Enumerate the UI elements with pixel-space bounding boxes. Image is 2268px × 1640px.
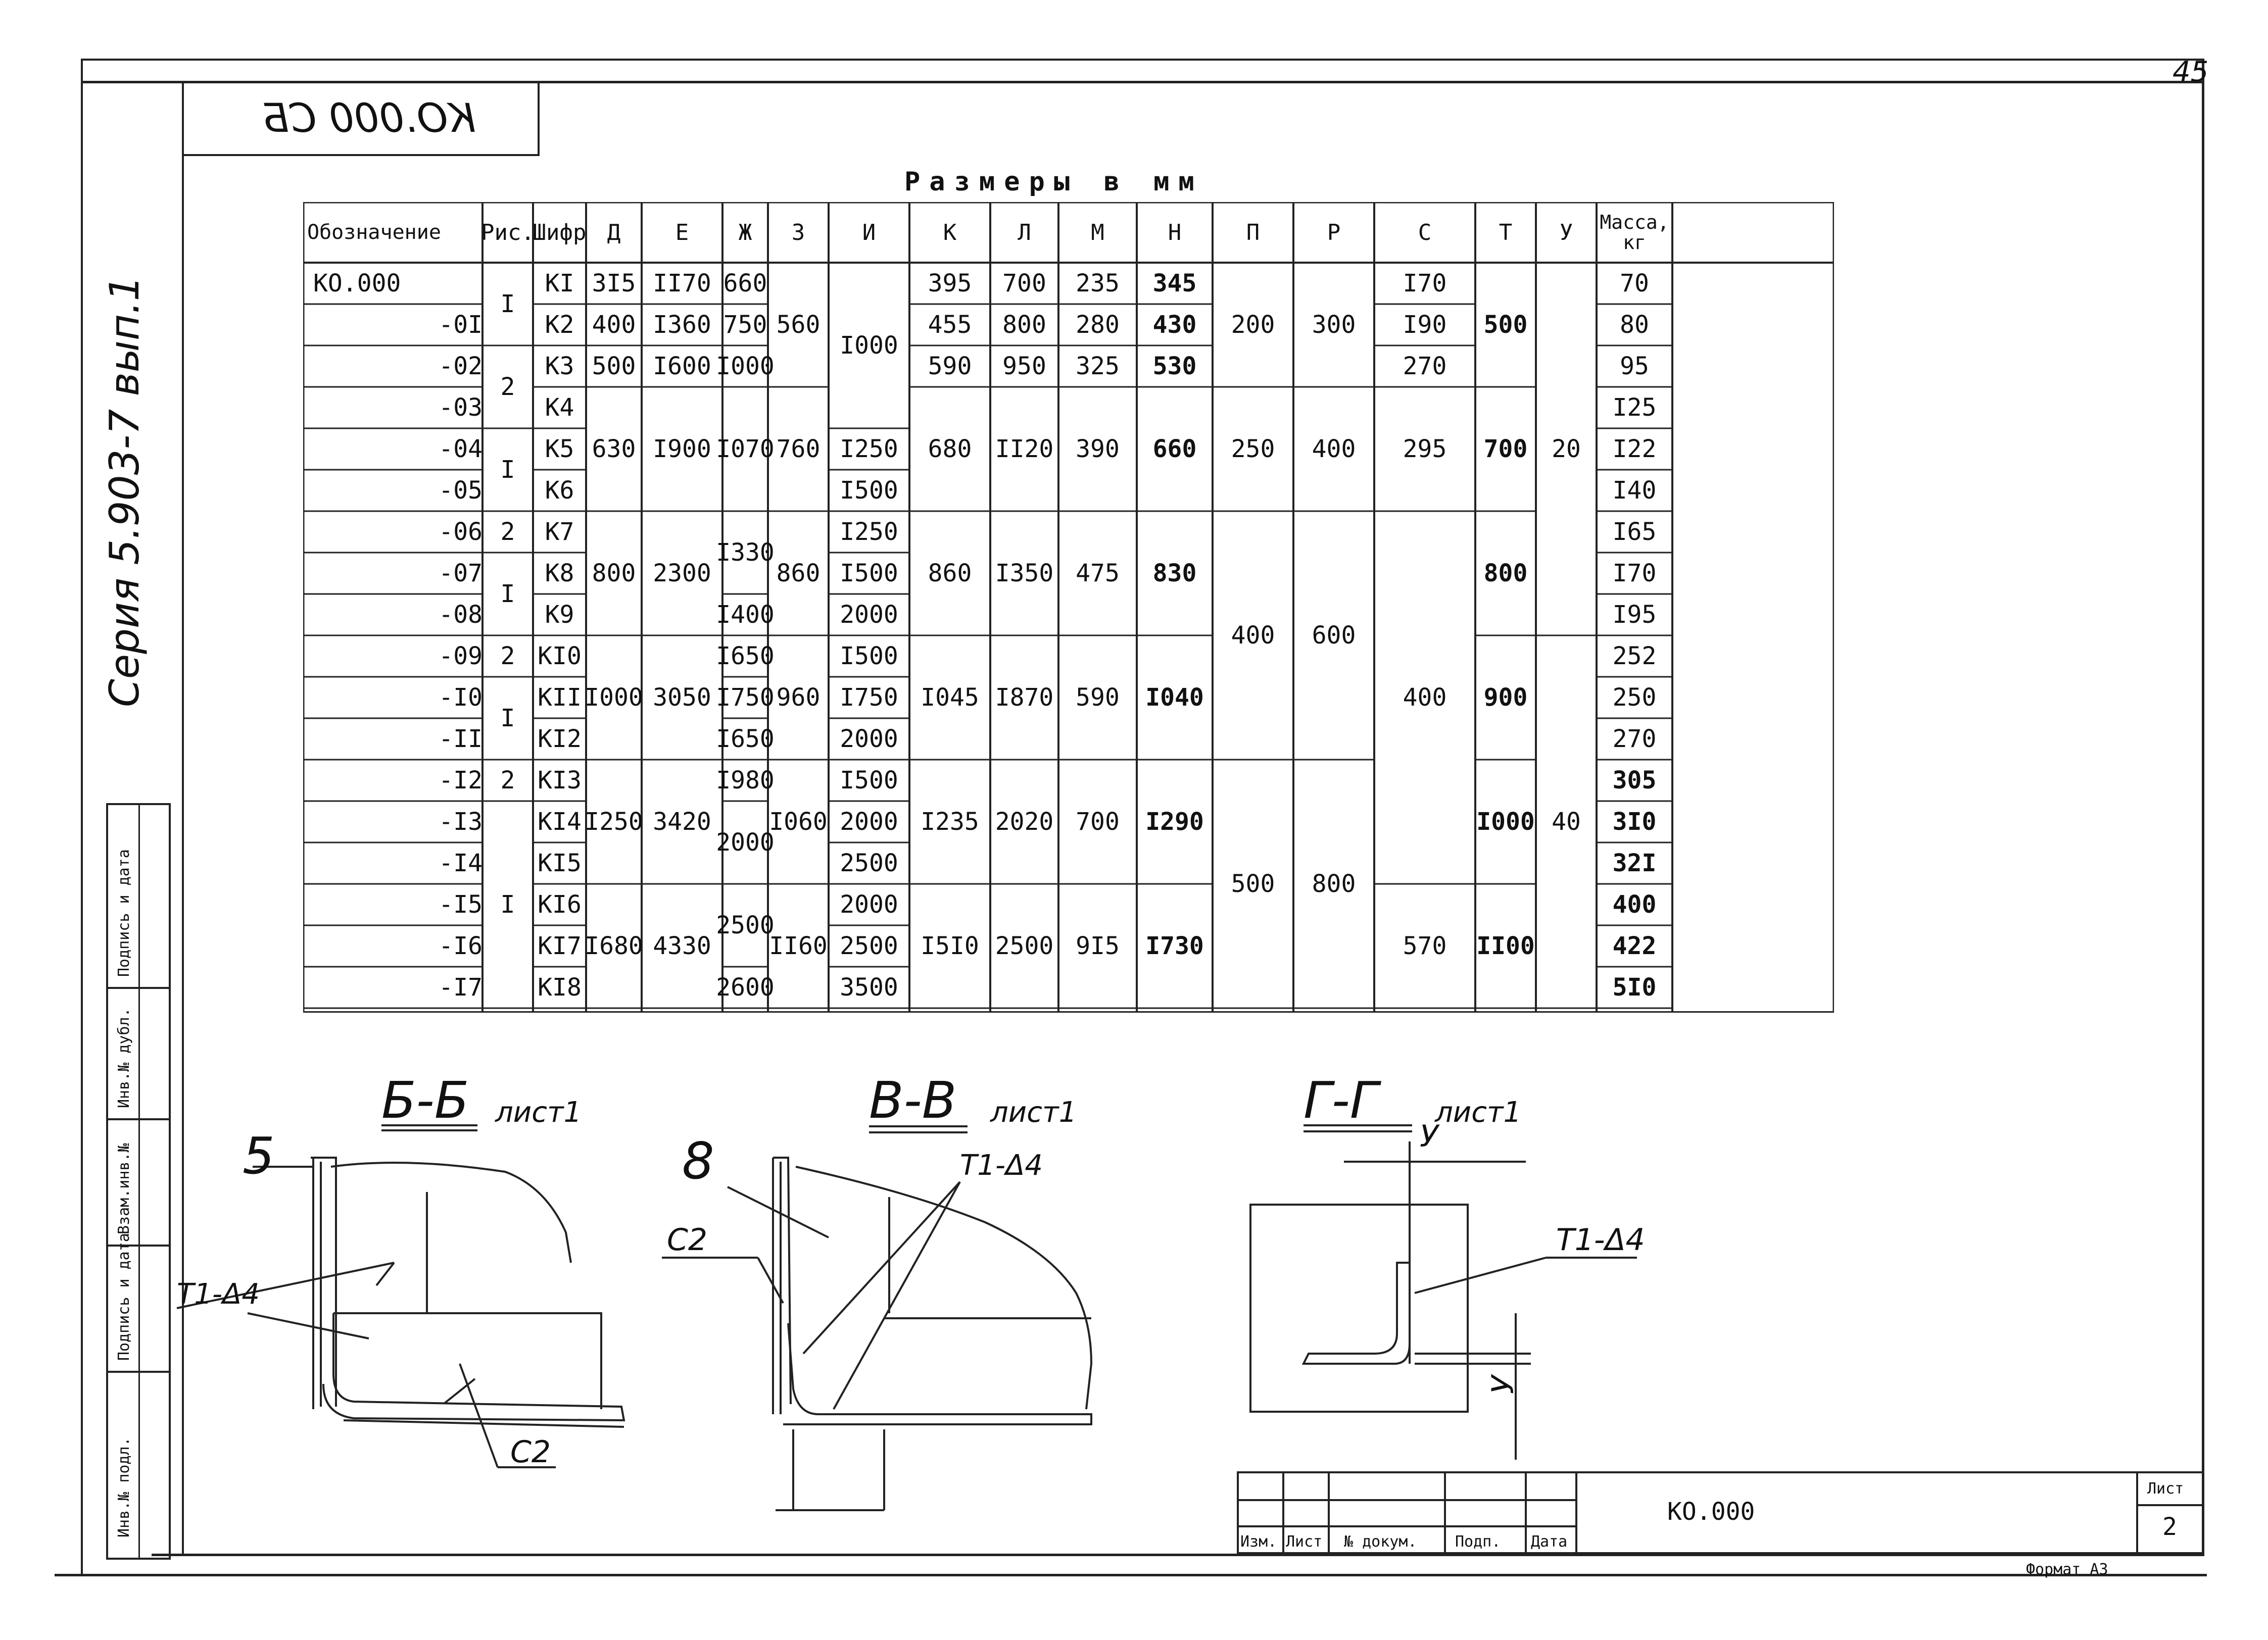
section-gg-weld: Т1-Δ4	[1556, 1222, 1645, 1258]
column-header: Д	[607, 219, 621, 245]
value-cell-m: 325	[1076, 352, 1120, 380]
value-cell-n: 530	[1152, 352, 1197, 380]
value-cell-e: I600	[653, 352, 711, 380]
tb-sheet-no: 2	[2162, 1513, 2177, 1541]
column-header: Обозначение	[307, 221, 441, 244]
value-cell-e: 3050	[653, 683, 711, 712]
designation-cell: -0I	[439, 311, 482, 339]
mass-cell: 32I	[1612, 849, 1657, 877]
value-cell-n: 830	[1152, 559, 1197, 587]
mass-cell: 5I0	[1612, 973, 1657, 1002]
code-cell: К2	[545, 311, 574, 339]
section-gg-dim-top: У	[1420, 1119, 1438, 1154]
column-header: Т	[1499, 219, 1513, 245]
tb-label-date: Дата	[1531, 1533, 1568, 1551]
section-vv-pos: 8	[682, 1131, 714, 1190]
value-cell-t: 800	[1483, 559, 1528, 587]
designation-cell: -07	[439, 559, 482, 587]
section-bb-weld: Т1-Δ4	[177, 1278, 260, 1311]
code-cell: КI4	[538, 808, 582, 836]
value-cell-i: 2000	[840, 808, 898, 836]
tb-label-doc: № докум.	[1344, 1533, 1417, 1551]
designation-cell: -I2	[439, 766, 482, 794]
code-cell: КII	[538, 683, 582, 712]
value-cell-i: I250	[840, 435, 898, 463]
value-cell-r: 600	[1312, 621, 1356, 650]
designation-cell: -02	[439, 352, 482, 380]
value-cell-zh: I000	[716, 352, 775, 380]
value-cell-t: I000	[1476, 808, 1535, 836]
section-vv-sheet: лист1	[990, 1096, 1077, 1129]
column-header: Шифр	[533, 219, 587, 245]
value-cell-d: 3I5	[592, 269, 636, 297]
value-cell-e: 2300	[653, 559, 711, 587]
code-cell: К7	[545, 518, 574, 546]
code-cell: КI8	[538, 973, 582, 1002]
tb-code: КО.000	[1667, 1498, 1755, 1526]
designation-cell: -06	[439, 518, 482, 546]
mass-cell: 95	[1620, 352, 1649, 380]
section-vv-weld: Т1-Δ4	[960, 1149, 1043, 1182]
stamp-vzam-inv: Взам.инв.№	[115, 1143, 133, 1234]
mass-cell: I40	[1612, 476, 1657, 505]
value-cell-t: 500	[1483, 311, 1528, 339]
value-cell-z: 960	[776, 683, 821, 712]
value-cell-zh: I070	[716, 435, 775, 463]
section-bb-title: Б-Б	[381, 1071, 469, 1130]
value-cell-e: 3420	[653, 808, 711, 836]
value-cell-r: 400	[1312, 435, 1356, 463]
value-cell-s: 570	[1403, 932, 1447, 960]
value-cell-z: 860	[776, 559, 821, 587]
value-cell-i: I000	[840, 331, 898, 360]
code-cell: КI5	[538, 849, 582, 877]
section-bb-pos: 5	[243, 1126, 275, 1185]
value-cell-zh: I750	[716, 683, 775, 712]
value-cell-e: I900	[653, 435, 711, 463]
value-cell-u: 40	[1552, 808, 1581, 836]
mass-cell: 250	[1612, 683, 1657, 712]
value-cell-l: 2500	[995, 932, 1054, 960]
value-cell-m: 475	[1076, 559, 1120, 587]
left-border-line	[81, 59, 83, 1574]
designation-cell: -03	[439, 393, 482, 422]
value-cell-m: 590	[1076, 683, 1120, 712]
dimensions-table	[303, 202, 1834, 1013]
top-border-line	[81, 59, 2203, 61]
value-cell-zh: I650	[716, 642, 775, 670]
side-stamp	[106, 803, 171, 1560]
mass-cell: 422	[1612, 932, 1657, 960]
column-header: С	[1418, 219, 1432, 245]
column-header: Ж	[738, 219, 752, 245]
value-cell-n: I730	[1145, 932, 1204, 960]
value-cell-i: I500	[840, 642, 898, 670]
value-cell-n: I040	[1145, 683, 1204, 712]
value-cell-ris: 2	[500, 373, 515, 401]
mass-cell: I25	[1612, 393, 1657, 422]
column-header: Н	[1168, 219, 1182, 245]
value-cell-i: 2000	[840, 890, 898, 919]
value-cell-l: II20	[995, 435, 1054, 463]
value-cell-z: II60	[769, 932, 828, 960]
designation-cell: -I0	[439, 683, 482, 712]
value-cell-l: I870	[995, 683, 1054, 712]
value-cell-p: 250	[1231, 435, 1275, 463]
value-cell-i: 2000	[840, 725, 898, 753]
value-cell-zh: 660	[723, 269, 767, 297]
value-cell-s: I90	[1403, 311, 1447, 339]
mass-cell: 70	[1620, 269, 1649, 297]
value-cell-r: 800	[1312, 870, 1356, 898]
section-gg-dim-side: У	[1485, 1375, 1521, 1394]
value-cell-z: 560	[776, 311, 821, 339]
code-cell: К3	[545, 352, 574, 380]
value-cell-n: 345	[1152, 269, 1197, 297]
value-cell-zh: I400	[716, 601, 775, 629]
value-cell-m: 280	[1076, 311, 1120, 339]
mass-cell: I65	[1612, 518, 1657, 546]
value-cell-k: I045	[921, 683, 979, 712]
mass-cell: 270	[1612, 725, 1657, 753]
column-header: К	[943, 219, 957, 245]
mass-cell: 3I0	[1612, 808, 1657, 836]
mass-cell: 252	[1612, 642, 1657, 670]
code-cell: К5	[545, 435, 574, 463]
value-cell-zh: 2500	[716, 911, 775, 939]
value-cell-p: 200	[1231, 311, 1275, 339]
value-cell-s: 295	[1403, 435, 1447, 463]
column-header: Р	[1327, 219, 1341, 245]
value-cell-l: 700	[1002, 269, 1046, 297]
value-cell-p: 400	[1231, 621, 1275, 650]
value-cell-d: I000	[585, 683, 643, 712]
section-bb-sheet: лист1	[495, 1096, 582, 1129]
value-cell-t: 700	[1483, 435, 1528, 463]
sheet-corner-number: 45	[2173, 56, 2209, 88]
value-cell-t: 900	[1483, 683, 1528, 712]
value-cell-l: 950	[1002, 352, 1046, 380]
code-cell: КI2	[538, 725, 582, 753]
value-cell-zh: 750	[723, 311, 767, 339]
value-cell-k: 860	[928, 559, 972, 587]
code-cell: КI7	[538, 932, 582, 960]
column-header: П	[1246, 219, 1260, 245]
value-cell-ris: 2	[500, 766, 515, 794]
value-cell-zh: I330	[716, 538, 775, 567]
code-cell: К6	[545, 476, 574, 505]
value-cell-zh: 2000	[716, 828, 775, 857]
column-header: Рис.	[481, 219, 535, 245]
value-cell-i: I250	[840, 518, 898, 546]
code-cell: КI	[545, 269, 574, 297]
right-border-line	[2202, 59, 2204, 1554]
designation-cell: -I7	[439, 973, 482, 1002]
mass-cell: 400	[1612, 890, 1657, 919]
value-cell-m: 235	[1076, 269, 1120, 297]
inner-left-line	[182, 81, 184, 1556]
value-cell-i: I500	[840, 559, 898, 587]
column-header: И	[862, 219, 876, 245]
value-cell-m: 390	[1076, 435, 1120, 463]
tb-sheet-label: Лист	[2147, 1480, 2184, 1498]
stamp-sign-date-2: Подпись и дата	[115, 849, 133, 977]
value-cell-m: 700	[1076, 808, 1120, 836]
value-cell-l: I350	[995, 559, 1054, 587]
value-cell-d: 800	[592, 559, 636, 587]
tb-format: Формат А3	[2026, 1561, 2108, 1578]
value-cell-k: 395	[928, 269, 972, 297]
value-cell-e: 4330	[653, 932, 711, 960]
value-cell-zh: 2600	[716, 973, 775, 1002]
value-cell-d: 400	[592, 311, 636, 339]
bottom-inner-line	[152, 1554, 2204, 1556]
code-cell: К9	[545, 601, 574, 629]
value-cell-d: 630	[592, 435, 636, 463]
code-cell: КI6	[538, 890, 582, 919]
value-cell-n: 430	[1152, 311, 1197, 339]
value-cell-k: 455	[928, 311, 972, 339]
designation-cell: -08	[439, 601, 482, 629]
value-cell-i: I500	[840, 766, 898, 794]
column-header: Е	[675, 219, 689, 245]
value-cell-k: I5I0	[921, 932, 979, 960]
mirrored-code: КО.000 СБ	[262, 96, 476, 141]
designation-cell: -I6	[439, 932, 482, 960]
series-label: Серия 5.903-7 вып.1	[101, 275, 148, 707]
stamp-sign-date-1: Подпись и дата	[115, 1233, 133, 1361]
value-cell-s: 270	[1403, 352, 1447, 380]
value-cell-e: I360	[653, 311, 711, 339]
value-cell-i: I750	[840, 683, 898, 712]
designation-cell: -II	[439, 725, 482, 753]
value-cell-ris: 2	[500, 518, 515, 546]
value-cell-ris: I	[500, 580, 515, 608]
value-cell-m: 9I5	[1076, 932, 1120, 960]
value-cell-zh: I980	[716, 766, 775, 794]
value-cell-l: 2020	[995, 808, 1054, 836]
value-cell-u: 20	[1552, 435, 1581, 463]
section-vv-title: В-В	[869, 1071, 957, 1130]
designation-cell: -I4	[439, 849, 482, 877]
value-cell-ris: I	[500, 704, 515, 732]
value-cell-l: 800	[1002, 311, 1046, 339]
mass-cell: I22	[1612, 435, 1657, 463]
value-cell-i: I500	[840, 476, 898, 505]
tb-label-list: Лист	[1286, 1533, 1323, 1551]
designation-cell: -I5	[439, 890, 482, 919]
section-gg-sheet: лист1	[1435, 1096, 1522, 1129]
code-cell: К8	[545, 559, 574, 587]
stamp-inv-dubl: Инв.№ дубл.	[115, 1008, 133, 1108]
value-cell-d: I680	[585, 932, 643, 960]
value-cell-ris: 2	[500, 642, 515, 670]
value-cell-ris: I	[500, 290, 515, 318]
value-cell-s: I70	[1403, 269, 1447, 297]
mass-cell: I95	[1612, 601, 1657, 629]
column-header: У	[1559, 219, 1573, 245]
value-cell-k: 590	[928, 352, 972, 380]
column-header: З	[791, 219, 805, 245]
column-header: Л	[1018, 219, 1031, 245]
column-header: М	[1091, 219, 1104, 245]
designation-cell: -I3	[439, 808, 482, 836]
stamp-inv-podl: Инв.№ подл.	[115, 1437, 133, 1537]
mass-cell: 80	[1620, 311, 1649, 339]
mass-cell: I70	[1612, 559, 1657, 587]
value-cell-i: 2500	[840, 932, 898, 960]
value-cell-e: II70	[653, 269, 711, 297]
value-cell-z: 760	[776, 435, 821, 463]
value-cell-zh: I650	[716, 725, 775, 753]
value-cell-z: I060	[769, 808, 828, 836]
value-cell-ris: I	[500, 456, 515, 484]
value-cell-ris: I	[500, 890, 515, 919]
designation-cell: -04	[439, 435, 482, 463]
value-cell-k: 680	[928, 435, 972, 463]
section-vv-seam: С2	[667, 1222, 708, 1258]
tb-label-sign: Подп.	[1455, 1533, 1501, 1551]
value-cell-n: 660	[1152, 435, 1197, 463]
value-cell-d: 500	[592, 352, 636, 380]
value-cell-k: I235	[921, 808, 979, 836]
value-cell-r: 300	[1312, 311, 1356, 339]
section-gg-title: Г-Г	[1304, 1071, 1378, 1130]
value-cell-p: 500	[1231, 870, 1275, 898]
designation-cell: -05	[439, 476, 482, 505]
code-cell: КI0	[538, 642, 582, 670]
code-cell: КI3	[538, 766, 582, 794]
value-cell-n: I290	[1145, 808, 1204, 836]
value-cell-i: 2000	[840, 601, 898, 629]
tb-label-izm: Изм.	[1240, 1533, 1277, 1551]
value-cell-i: 2500	[840, 849, 898, 877]
mass-cell: 305	[1612, 766, 1657, 794]
table-caption: Размеры в мм	[904, 167, 1203, 197]
section-bb-seam: С2	[510, 1434, 551, 1470]
value-cell-d: I250	[585, 808, 643, 836]
code-cell: К4	[545, 393, 574, 422]
designation-cell: -09	[439, 642, 482, 670]
column-header: Масса, кг	[1600, 211, 1669, 254]
value-cell-t: II00	[1476, 932, 1535, 960]
value-cell-s: 400	[1403, 683, 1447, 712]
value-cell-i: 3500	[840, 973, 898, 1002]
designation-cell: КО.000	[313, 269, 401, 297]
